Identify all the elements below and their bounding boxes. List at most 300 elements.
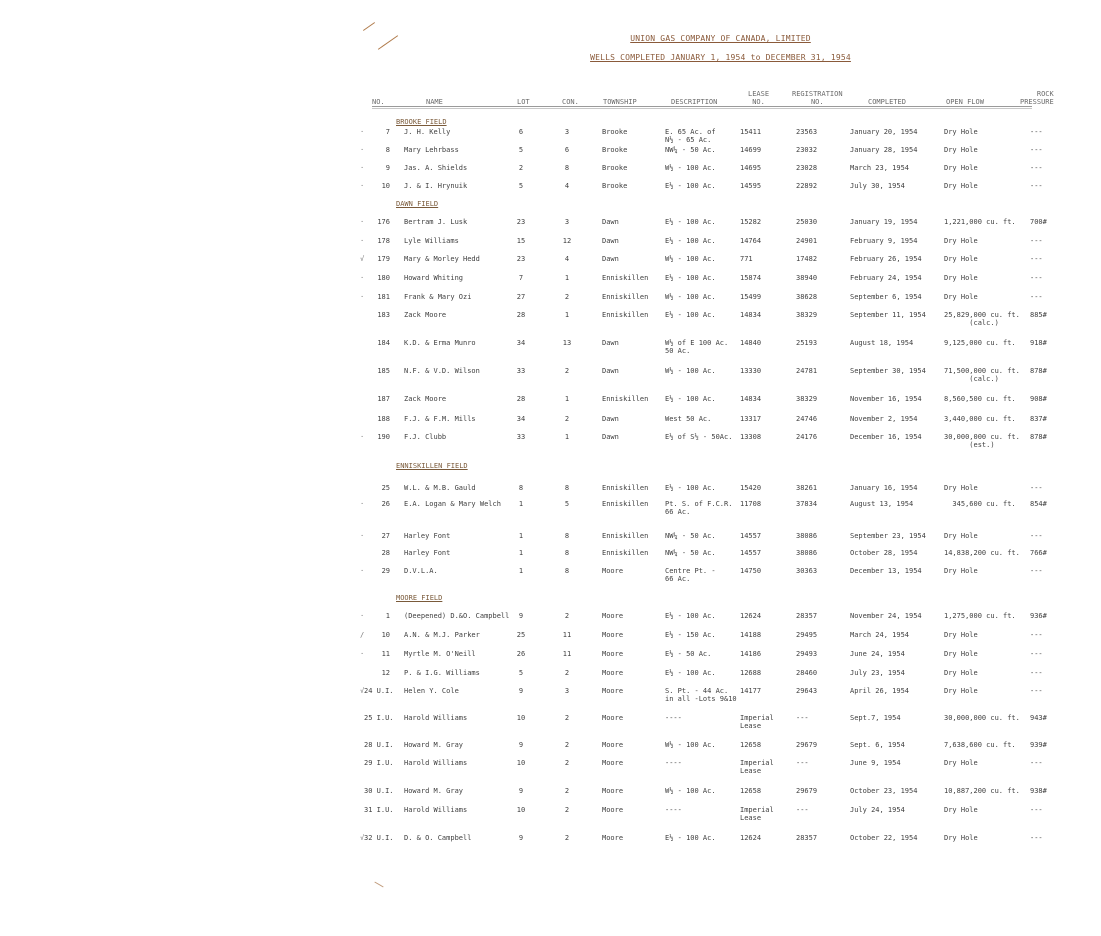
well-number: 181 — [377, 293, 390, 301]
lot-number: 33 — [516, 367, 526, 375]
rock-pressure: 878# — [1030, 433, 1047, 441]
completed-date: December 13, 1954 — [850, 567, 922, 575]
lot-number: 1 — [518, 549, 524, 557]
lease-number: 15874 — [740, 274, 762, 282]
township: Dawn — [602, 255, 619, 263]
well-number: 9 — [385, 164, 390, 172]
description: W½ - 100 Ac. — [665, 255, 716, 263]
well-number: 8 — [385, 146, 390, 154]
lease-number: 14699 — [740, 146, 762, 154]
description: E½ - 100 Ac. — [665, 834, 716, 842]
well-number: 180 — [377, 274, 390, 282]
township: Dawn — [602, 237, 619, 245]
completed-date: November 16, 1954 — [850, 395, 922, 403]
description: W½ - 100 Ac. — [665, 787, 716, 795]
registration-number: 24176 — [796, 433, 818, 441]
lease-number: 13308 — [740, 433, 762, 441]
table-row — [0, 367, 1101, 397]
lease-number: 12624 — [740, 612, 762, 620]
header-con: CON. — [562, 98, 579, 106]
row-check-mark: · — [360, 532, 365, 540]
well-name: Bertram J. Lusk — [404, 218, 468, 226]
open-flow: 7,638,600 cu. ft. — [944, 741, 1016, 749]
completed-date: Sept.7, 1954 — [850, 714, 901, 722]
description: E½ - 100 Ac. — [665, 182, 716, 190]
well-number: 7 — [385, 128, 390, 136]
rock-pressure: --- — [1030, 650, 1043, 658]
open-flow: 30,000,000 cu. ft. — [944, 714, 1020, 722]
completed-date: October 23, 1954 — [850, 787, 918, 795]
registration-number: 38628 — [796, 293, 818, 301]
open-flow: Dry Hole — [944, 146, 978, 154]
open-flow: 10,887,200 cu. ft. — [944, 787, 1020, 795]
well-name: N.F. & V.D. Wilson — [404, 367, 480, 375]
lot-number: 34 — [516, 339, 526, 347]
registration-number: 38261 — [796, 484, 818, 492]
completed-date: January 20, 1954 — [850, 128, 918, 136]
rock-pressure: 837# — [1030, 415, 1047, 423]
rock-pressure: 854# — [1030, 500, 1047, 508]
lease-number: Imperial Lease — [740, 759, 774, 775]
concession-number: 3 — [564, 218, 570, 226]
completed-date: April 26, 1954 — [850, 687, 910, 695]
description: Centre Pt. - 66 Ac. — [665, 567, 716, 583]
township: Dawn — [602, 339, 619, 347]
description: ---- — [665, 806, 682, 814]
completed-date: October 22, 1954 — [850, 834, 918, 842]
document-subtitle: WELLS COMPLETED JANUARY 1, 1954 to DECEMBER 31, 1954 — [590, 53, 851, 62]
description: E½ - 150 Ac. — [665, 631, 716, 639]
header-no: NO. — [372, 98, 385, 106]
concession-number: 4 — [564, 182, 570, 190]
well-number: 31 I.U. — [364, 806, 394, 814]
well-number: 185 — [377, 367, 390, 375]
lease-number: 15420 — [740, 484, 762, 492]
lease-number: 12624 — [740, 834, 762, 842]
concession-number: 2 — [564, 669, 570, 677]
well-name: W.L. & M.B. Gauld — [404, 484, 476, 492]
rock-pressure: --- — [1030, 484, 1043, 492]
well-name: Harley Font — [404, 532, 451, 540]
registration-number: 28357 — [796, 834, 818, 842]
open-flow: Dry Hole — [944, 164, 978, 172]
completed-date: September 23, 1954 — [850, 532, 926, 540]
lot-number: 34 — [516, 415, 526, 423]
well-number: 29 — [381, 567, 390, 575]
lot-number: 1 — [518, 500, 524, 508]
township: Moore — [602, 759, 624, 767]
concession-number: 8 — [564, 567, 570, 575]
completed-date: February 26, 1954 — [850, 255, 922, 263]
well-name: E.A. Logan & Mary Welch — [404, 500, 501, 508]
completed-date: January 19, 1954 — [850, 218, 918, 226]
township: Dawn — [602, 433, 619, 441]
open-flow: 3,440,000 cu. ft. — [944, 415, 1016, 423]
well-name: Mary Lehrbass — [404, 146, 459, 154]
rock-pressure: --- — [1030, 532, 1043, 540]
lot-number: 9 — [518, 687, 524, 695]
description: E½ - 100 Ac. — [665, 218, 716, 226]
completed-date: September 11, 1954 — [850, 311, 926, 319]
well-name: F.J. Clubb — [404, 433, 447, 441]
well-number: 184 — [377, 339, 390, 347]
lease-number: 14764 — [740, 237, 762, 245]
row-check-mark: · — [360, 146, 365, 154]
description: E½ - 100 Ac. — [665, 395, 716, 403]
registration-number: 38329 — [796, 311, 818, 319]
row-check-mark: · — [360, 164, 365, 172]
description: ---- — [665, 759, 682, 767]
lease-number: 12688 — [740, 669, 762, 677]
township: Enniskillen — [602, 311, 649, 319]
lot-number: 15 — [516, 237, 526, 245]
concession-number: 1 — [564, 433, 570, 441]
township: Dawn — [602, 415, 619, 423]
header-rule — [372, 108, 1032, 109]
lease-number: 14186 — [740, 650, 762, 658]
header-registration-no: REGISTRATION NO. — [792, 90, 843, 106]
lot-number: 9 — [518, 787, 524, 795]
completed-date: June 24, 1954 — [850, 650, 905, 658]
well-name: Harold Williams — [404, 714, 468, 722]
completed-date: September 6, 1954 — [850, 293, 922, 301]
well-name: P. & I.G. Williams — [404, 669, 480, 677]
description: W½ - 100 Ac. — [665, 741, 716, 749]
registration-number: 24901 — [796, 237, 818, 245]
completed-date: August 13, 1954 — [850, 500, 914, 508]
row-check-mark: · — [360, 567, 365, 575]
township: Moore — [602, 714, 624, 722]
row-check-mark: · — [360, 237, 365, 245]
lease-number: 14557 — [740, 532, 762, 540]
township: Moore — [602, 631, 624, 639]
completed-date: March 24, 1954 — [850, 631, 910, 639]
concession-number: 2 — [564, 293, 570, 301]
registration-number: 38086 — [796, 532, 818, 540]
lot-number: 26 — [516, 650, 526, 658]
lot-number: 33 — [516, 433, 526, 441]
well-name: Howard M. Gray — [404, 787, 464, 795]
concession-number: 1 — [564, 311, 570, 319]
rock-pressure: --- — [1030, 237, 1043, 245]
concession-number: 8 — [564, 532, 570, 540]
well-name: Howard Whiting — [404, 274, 464, 282]
lot-number: 28 — [516, 395, 526, 403]
table-row — [0, 182, 1101, 212]
lot-number: 10 — [516, 714, 526, 722]
lease-number: 11708 — [740, 500, 762, 508]
description: E½ - 100 Ac. — [665, 669, 716, 677]
lease-number: 12658 — [740, 787, 762, 795]
township: Enniskillen — [602, 549, 649, 557]
lot-number: 8 — [518, 484, 524, 492]
lease-number: 13330 — [740, 367, 762, 375]
concession-number: 13 — [562, 339, 572, 347]
concession-number: 2 — [564, 759, 570, 767]
completed-date: November 24, 1954 — [850, 612, 922, 620]
township: Enniskillen — [602, 293, 649, 301]
concession-number: 1 — [564, 274, 570, 282]
open-flow: Dry Hole — [944, 255, 978, 263]
well-number: 25 I.U. — [364, 714, 394, 722]
township: Enniskillen — [602, 484, 649, 492]
lease-number: 12658 — [740, 741, 762, 749]
well-name: Lyle Williams — [404, 237, 459, 245]
lot-number: 28 — [516, 311, 526, 319]
table-row — [0, 834, 1101, 864]
well-number: 26 — [381, 500, 390, 508]
well-number: 10 — [381, 631, 390, 639]
lot-number: 2 — [518, 164, 524, 172]
pen-mark — [374, 882, 383, 888]
lease-number: 15499 — [740, 293, 762, 301]
lease-number: 14834 — [740, 395, 762, 403]
lease-number: 14695 — [740, 164, 762, 172]
registration-number: 38086 — [796, 549, 818, 557]
table-row — [0, 687, 1101, 717]
well-number: 188 — [377, 415, 390, 423]
lease-number: 15282 — [740, 218, 762, 226]
open-flow: 71,500,000 cu. ft. (calc.) — [944, 367, 1020, 383]
rock-pressure: --- — [1030, 567, 1043, 575]
section-title: MOORE FIELD — [396, 594, 443, 602]
description: W½ - 100 Ac. — [665, 164, 716, 172]
township: Brooke — [602, 182, 628, 190]
table-row — [0, 759, 1101, 789]
description: NW¼ - 50 Ac. — [665, 146, 716, 154]
well-name: Zack Moore — [404, 311, 447, 319]
row-check-mark: √ — [360, 687, 365, 695]
well-name: Howard M. Gray — [404, 741, 464, 749]
open-flow: Dry Hole — [944, 182, 978, 190]
open-flow: 14,838,200 cu. ft. — [944, 549, 1020, 557]
completed-date: November 2, 1954 — [850, 415, 918, 423]
concession-number: 8 — [564, 484, 570, 492]
description: E½ - 50 Ac. — [665, 650, 712, 658]
concession-number: 3 — [564, 128, 570, 136]
rock-pressure: --- — [1030, 806, 1043, 814]
row-check-mark: √ — [360, 834, 365, 842]
lease-number: 14834 — [740, 311, 762, 319]
registration-number: 24746 — [796, 415, 818, 423]
document-title: UNION GAS COMPANY OF CANADA, LIMITED — [630, 34, 811, 43]
township: Dawn — [602, 218, 619, 226]
registration-number: 22892 — [796, 182, 818, 190]
description: E½ - 100 Ac. — [665, 311, 716, 319]
row-check-mark: · — [360, 650, 365, 658]
well-name: (Deepened) D.&O. Campbell — [404, 612, 510, 620]
completed-date: August 18, 1954 — [850, 339, 914, 347]
registration-number: 25193 — [796, 339, 818, 347]
township: Moore — [602, 669, 624, 677]
registration-number: 28460 — [796, 669, 818, 677]
well-number: 29 I.U. — [364, 759, 394, 767]
well-name: Helen Y. Cole — [404, 687, 459, 695]
open-flow: Dry Hole — [944, 687, 978, 695]
concession-number: 2 — [564, 415, 570, 423]
township: Brooke — [602, 164, 628, 172]
lot-number: 9 — [518, 834, 524, 842]
concession-number: 2 — [564, 806, 570, 814]
open-flow: Dry Hole — [944, 669, 978, 677]
concession-number: 2 — [564, 714, 570, 722]
header-completed: COMPLETED — [868, 98, 906, 106]
concession-number: 1 — [564, 395, 570, 403]
description: Pt. S. of F.C.R. 66 Ac. — [665, 500, 733, 516]
township: Moore — [602, 834, 624, 842]
well-number: 176 — [377, 218, 390, 226]
rock-pressure: --- — [1030, 293, 1043, 301]
header-description: DESCRIPTION — [671, 98, 718, 106]
registration-number: 29493 — [796, 650, 818, 658]
open-flow: Dry Hole — [944, 759, 978, 767]
lot-number: 9 — [518, 612, 524, 620]
open-flow: Dry Hole — [944, 293, 978, 301]
open-flow: Dry Hole — [944, 274, 978, 282]
rock-pressure: 700# — [1030, 218, 1047, 226]
township: Moore — [602, 650, 624, 658]
open-flow: Dry Hole — [944, 237, 978, 245]
well-name: J. & I. Hrynuik — [404, 182, 468, 190]
well-number: 183 — [377, 311, 390, 319]
concession-number: 6 — [564, 146, 570, 154]
rock-pressure: --- — [1030, 146, 1043, 154]
registration-number: 30363 — [796, 567, 818, 575]
rock-pressure: 939# — [1030, 741, 1047, 749]
rock-pressure: --- — [1030, 128, 1043, 136]
well-name: K.D. & Erma Munro — [404, 339, 476, 347]
well-number: 28 U.I. — [364, 741, 394, 749]
registration-number: 25030 — [796, 218, 818, 226]
lot-number: 5 — [518, 669, 524, 677]
row-check-mark: · — [360, 433, 365, 441]
well-number: 178 — [377, 237, 390, 245]
open-flow: 8,560,500 cu. ft. — [944, 395, 1016, 403]
completed-date: March 23, 1954 — [850, 164, 910, 172]
lease-number: 771 — [740, 255, 753, 263]
completed-date: February 24, 1954 — [850, 274, 922, 282]
concession-number: 2 — [564, 367, 570, 375]
description: E½ - 100 Ac. — [665, 612, 716, 620]
description: NW¼ - 50 Ac. — [665, 532, 716, 540]
well-name: J. H. Kelly — [404, 128, 451, 136]
rock-pressure: 878# — [1030, 367, 1047, 375]
well-number: 28 — [381, 549, 390, 557]
lease-number: Imperial Lease — [740, 714, 774, 730]
lease-number: 14188 — [740, 631, 762, 639]
well-number: 25 — [381, 484, 390, 492]
description: NW¼ - 50 Ac. — [665, 549, 716, 557]
open-flow: 30,000,000 cu. ft. (est.) — [944, 433, 1020, 449]
rock-pressure: --- — [1030, 182, 1043, 190]
rock-pressure: --- — [1030, 255, 1043, 263]
row-check-mark: · — [360, 293, 365, 301]
well-name: A.N. & M.J. Parker — [404, 631, 480, 639]
township: Enniskillen — [602, 532, 649, 540]
registration-number: 17482 — [796, 255, 818, 263]
lot-number: 5 — [518, 146, 524, 154]
well-number: 11 — [381, 650, 390, 658]
description: W½ of E 100 Ac. 50 Ac. — [665, 339, 729, 355]
rock-pressure: --- — [1030, 631, 1043, 639]
well-number: 24 U.I. — [364, 687, 394, 695]
open-flow: Dry Hole — [944, 532, 978, 540]
lot-number: 10 — [516, 759, 526, 767]
rock-pressure: 885# — [1030, 311, 1047, 319]
registration-number: 24781 — [796, 367, 818, 375]
concession-number: 11 — [562, 650, 572, 658]
rock-pressure: 943# — [1030, 714, 1047, 722]
registration-number: 23032 — [796, 146, 818, 154]
concession-number: 2 — [564, 787, 570, 795]
registration-number: 29679 — [796, 787, 818, 795]
well-name: D. & O. Campbell — [404, 834, 472, 842]
lot-number: 23 — [516, 218, 526, 226]
completed-date: July 24, 1954 — [850, 806, 905, 814]
rock-pressure: --- — [1030, 759, 1043, 767]
township: Brooke — [602, 128, 628, 136]
lease-number: 14557 — [740, 549, 762, 557]
township: Moore — [602, 741, 624, 749]
open-flow: 345,600 cu. ft. — [944, 500, 1016, 508]
well-name: Harold Williams — [404, 806, 468, 814]
description: E. 65 Ac. of N½ - 65 Ac. — [665, 128, 716, 144]
header-rule — [372, 106, 1032, 107]
lot-number: 9 — [518, 741, 524, 749]
township: Moore — [602, 806, 624, 814]
header-township: TOWNSHIP — [603, 98, 637, 106]
lease-number: 15411 — [740, 128, 762, 136]
open-flow: 9,125,000 cu. ft. — [944, 339, 1016, 347]
section-title: DAWN FIELD — [396, 200, 439, 208]
well-number: 12 — [381, 669, 390, 677]
rock-pressure: --- — [1030, 834, 1043, 842]
registration-number: --- — [796, 714, 809, 722]
lease-number: 13317 — [740, 415, 762, 423]
concession-number: 11 — [562, 631, 572, 639]
header-name: NAME — [426, 98, 443, 106]
description: E½ - 100 Ac. — [665, 237, 716, 245]
completed-date: December 16, 1954 — [850, 433, 922, 441]
township: Enniskillen — [602, 395, 649, 403]
rock-pressure: 766# — [1030, 549, 1047, 557]
completed-date: July 30, 1954 — [850, 182, 905, 190]
well-name: F.J. & F.M. Mills — [404, 415, 476, 423]
well-name: Mary & Morley Hedd — [404, 255, 480, 263]
registration-number: 28357 — [796, 612, 818, 620]
completed-date: June 9, 1954 — [850, 759, 901, 767]
row-check-mark: √ — [360, 255, 365, 263]
well-name: Myrtle M. O'Neill — [404, 650, 476, 658]
concession-number: 2 — [564, 741, 570, 749]
open-flow: Dry Hole — [944, 128, 978, 136]
well-number: 1 — [385, 612, 390, 620]
rock-pressure: --- — [1030, 669, 1043, 677]
description: West 50 Ac. — [665, 415, 712, 423]
rock-pressure: --- — [1030, 687, 1043, 695]
well-name: Frank & Mary Ozi — [404, 293, 472, 301]
row-check-mark: · — [360, 182, 365, 190]
registration-number: --- — [796, 759, 809, 767]
township: Dawn — [602, 367, 619, 375]
well-name: D.V.L.A. — [404, 567, 438, 575]
well-number: 187 — [377, 395, 390, 403]
concession-number: 8 — [564, 164, 570, 172]
completed-date: January 16, 1954 — [850, 484, 918, 492]
registration-number: 23563 — [796, 128, 818, 136]
completed-date: Sept. 6, 1954 — [850, 741, 905, 749]
table-row — [0, 714, 1101, 744]
